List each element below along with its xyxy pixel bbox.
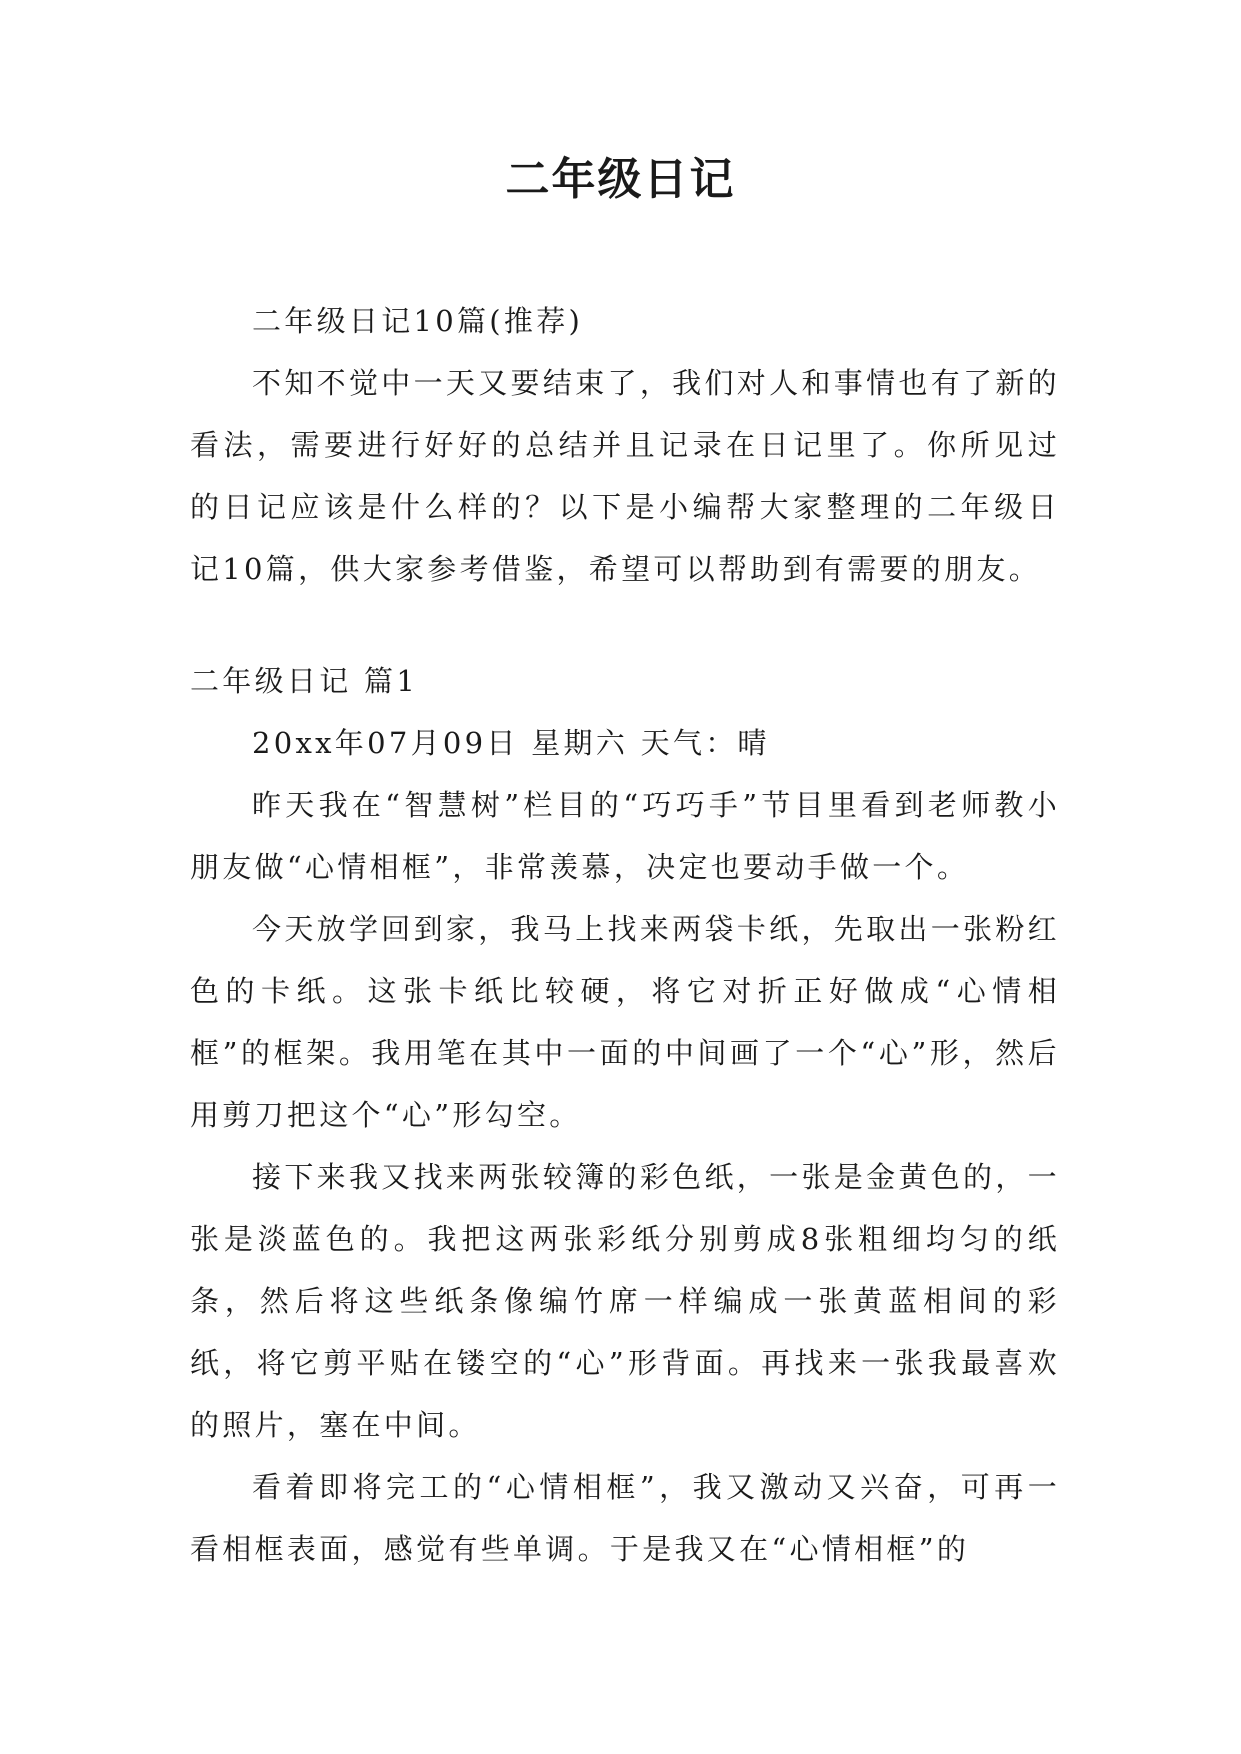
document-body (190, 290, 1060, 1580)
section-heading: 二年级日记 篇1 (190, 664, 419, 698)
document-subtitle: 二年级日记10篇(推荐) (252, 304, 584, 338)
document-title: 二年级日记 (505, 154, 736, 205)
body-paragraph: 看着即将完工的“心情相框”，我又激动又兴奋，可再一看相框表面，感觉有些单调。于是我又在“心情相框”的 (190, 1470, 1060, 1566)
section-spacer (190, 600, 1060, 650)
body-paragraph: 接下来我又找来两张较簿的彩色纸，一张是金黄色的，一张是淡蓝色的。我把这两张彩纸分别剪成8张粗细均匀的纸条，然后将这些纸条像编竹席一样编成一张黄蓝相间的彩纸，将它剪平贴在镂空的“心”形背面。再找来一张我最喜欢的照片，塞在中间。 (190, 1160, 1060, 1442)
body-paragraph: 今天放学回到家，我马上找来两袋卡纸，先取出一张粉红色的卡纸。这张卡纸比较硬，将它对折正好做成“心情相框”的框架。我用笔在其中一面的中间画了一个“心”形，然后用剪刀把这个“心”形勾空。 (190, 912, 1060, 1132)
body-paragraph: 昨天我在“智慧树”栏目的“巧巧手”节目里看到老师教小朋友做“心情相框”，非常羡慕，决定也要动手做一个。 (190, 788, 1060, 884)
intro-paragraph: 不知不觉中一天又要结束了，我们对人和事情也有了新的看法，需要进行好好的总结并且记录在日记里了。你所见过的日记应该是什么样的？以下是小编帮大家整理的二年级日记10篇，供大家参考借鉴，希望可以帮助到有需要的朋友。 (190, 366, 1060, 586)
date-line: 20xx年07月09日 星期六 天气：晴 (252, 726, 770, 760)
